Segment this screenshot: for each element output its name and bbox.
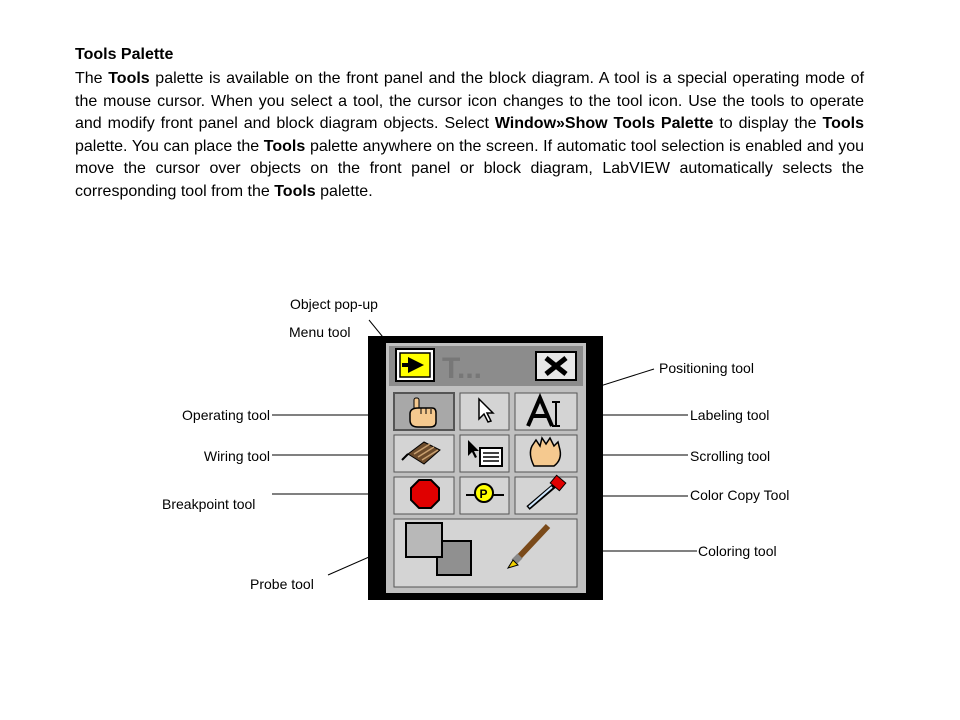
coloring-tool-button[interactable] (394, 519, 577, 587)
paragraph-run: palette. (315, 182, 373, 200)
operating-tool-button[interactable] (394, 393, 454, 430)
label-operating: Operating tool (182, 407, 270, 423)
paragraph-run: palette. You can place the (75, 137, 264, 155)
paragraph-bold-run: Tools (822, 115, 864, 133)
label-scrolling: Scrolling tool (690, 448, 771, 464)
label-object-popup-line2: Menu tool (289, 324, 351, 340)
paragraph-bold-run: Tools (274, 182, 316, 200)
label-wiring: Wiring tool (203, 448, 270, 464)
label-positioning: Positioning tool (659, 360, 754, 376)
scrolling-tool-button[interactable] (515, 435, 577, 472)
label-coloring: Coloring tool (698, 543, 777, 559)
label-breakpoint: Breakpoint tool (162, 496, 256, 512)
paragraph-run: The (75, 70, 109, 87)
close-icon[interactable] (536, 352, 576, 380)
label-probe: Probe tool (250, 576, 314, 592)
tools-palette-graphic (368, 336, 603, 600)
label-color-copy: Color Copy Tool (690, 487, 790, 503)
labeling-tool-button[interactable] (515, 393, 577, 430)
paragraph-bold-run: Window»Show Tools Palette (494, 115, 714, 133)
breakpoint-tool-button[interactable] (394, 477, 454, 514)
wiring-tool-button[interactable] (394, 435, 454, 472)
paragraph-run: palette anywhere on the screen. If automatic tool selection is enabled and you move the cursor over objects on the front panel or block diagram, LabVIEW automatically selects the corresponding tool from the (75, 137, 864, 200)
object-popup-menu-tool-button[interactable] (460, 435, 509, 472)
labview-vi-icon (396, 349, 434, 381)
svg-text:P: P (479, 487, 488, 501)
palette-title-text: T... (442, 352, 483, 385)
probe-tool-button[interactable] (460, 477, 509, 514)
tools-palette (368, 336, 603, 600)
positioning-tool-button[interactable] (460, 393, 509, 430)
label-labeling: Labeling tool (690, 407, 770, 423)
section-heading: Tools Palette (75, 46, 174, 63)
breakpoint-stop-icon (411, 480, 439, 508)
label-object-popup-line1: Object pop-up (290, 296, 378, 312)
paragraph-bold-run: Tools (263, 137, 306, 155)
paragraph-run: to display the (713, 115, 823, 133)
paragraph-bold-run: Tools (108, 70, 150, 87)
color-copy-tool-button[interactable] (515, 475, 577, 514)
paragraph-run: palette is available on the front panel and the block diagram. A tool is a special operating mode of the mouse cursor. When you select a tool, the cursor icon changes to the tool icon. Use the tools to operate and modify front panel and block diagram objects. Select (75, 70, 865, 133)
